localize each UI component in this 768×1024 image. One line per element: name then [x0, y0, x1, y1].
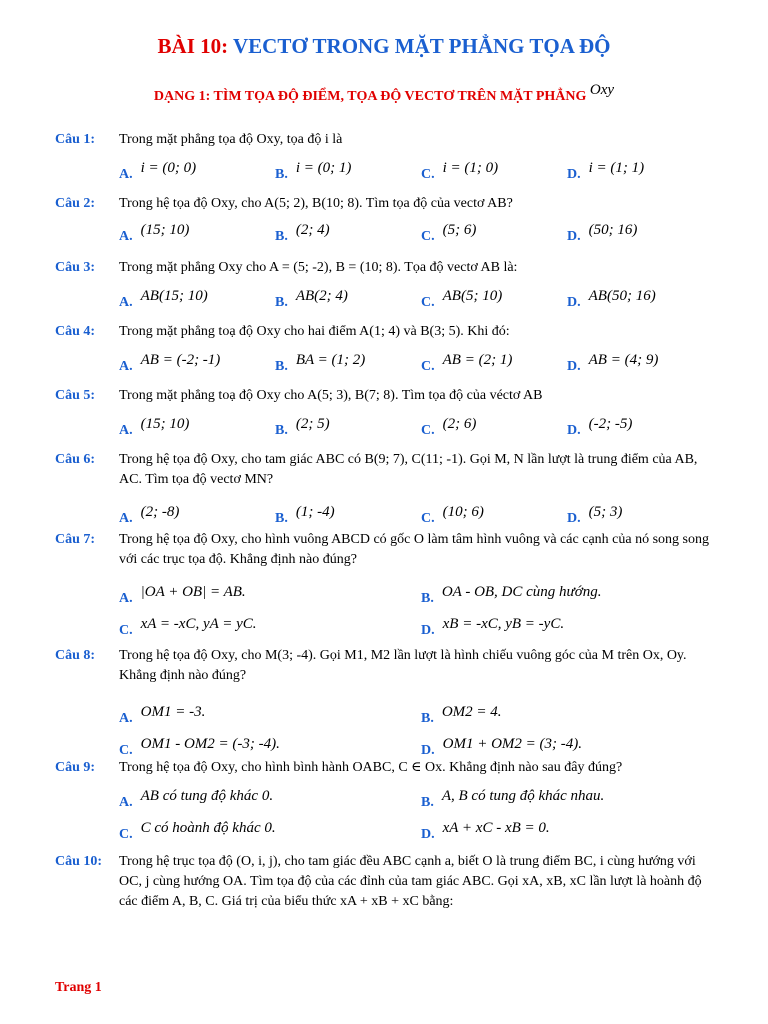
- option-letter: B.: [421, 711, 434, 726]
- page-title: BÀI 10: VECTƠ TRONG MẶT PHẲNG TỌA ĐỘ: [157, 34, 611, 58]
- question-label: Câu 7:: [55, 532, 96, 547]
- option-value: i = (1; 1): [588, 160, 645, 176]
- option-value: |OA + OB| = AB.: [140, 584, 246, 600]
- option-letter: C.: [421, 511, 435, 526]
- option-letter: A.: [119, 167, 133, 182]
- answer-option[interactable]: [119, 704, 206, 729]
- option-letter: B.: [275, 423, 288, 438]
- answer-option[interactable]: [119, 222, 190, 247]
- question-text: Trong mặt phẳng Oxy cho A = (5; -2), B = (10; 8). Tọa độ vectơ AB là:: [119, 260, 518, 275]
- answer-option[interactable]: [119, 504, 180, 529]
- option-value: (15; 10): [140, 222, 190, 238]
- question-label: Câu 3:: [55, 260, 96, 275]
- answer-option[interactable]: [567, 160, 645, 185]
- answer-option[interactable]: [119, 584, 246, 609]
- option-letter: C.: [119, 827, 133, 842]
- option-value: OM1 - OM2 = (-3; -4).: [140, 736, 280, 752]
- option-value: AB(15; 10): [140, 288, 208, 304]
- option-letter: D.: [567, 359, 581, 374]
- answer-option[interactable]: [421, 222, 477, 247]
- answer-option[interactable]: [275, 160, 352, 185]
- question-label: Câu 4:: [55, 324, 96, 339]
- question-text: Trong hệ tọa độ Oxy, cho hình vuông ABCD có gốc O làm tâm hình vuông và các cạnh của nó song song với các trục tọa độ. Khẳng định nào đúng?: [119, 532, 709, 567]
- question-text: Trong hệ tọa độ Oxy, cho tam giác ABC có B(9; 7), C(11; -1). Gọi M, N lần lượt là trung điểm của AB, AC. Tìm tọa độ vectơ MN?: [119, 452, 698, 487]
- option-letter: D.: [567, 295, 581, 310]
- option-value: (50; 16): [588, 222, 638, 238]
- option-value: (5; 6): [442, 222, 477, 238]
- option-value: OM1 + OM2 = (3; -4).: [442, 736, 583, 752]
- option-value: BA = (1; 2): [295, 352, 366, 368]
- answer-option[interactable]: [421, 160, 499, 185]
- option-value: (2; -8): [140, 504, 180, 520]
- answer-option[interactable]: [421, 616, 565, 641]
- option-value: AB có tung độ khác 0.: [140, 788, 274, 804]
- option-letter: D.: [567, 423, 581, 438]
- question-text: Trong hệ tọa độ Oxy, cho A(5; 2), B(10; 8). Tìm tọa độ của vectơ AB?: [119, 196, 513, 211]
- answer-option[interactable]: [421, 820, 550, 845]
- option-value: A, B có tung độ khác nhau.: [441, 788, 605, 804]
- option-letter: B.: [421, 591, 434, 606]
- answer-option[interactable]: [421, 788, 605, 813]
- option-letter: D.: [421, 827, 435, 842]
- option-letter: B.: [421, 795, 434, 810]
- answer-option[interactable]: [119, 288, 208, 313]
- question-label: Câu 9:: [55, 760, 96, 775]
- answer-option[interactable]: [275, 504, 335, 529]
- page-number: Trang 1: [55, 980, 102, 995]
- answer-option[interactable]: [421, 584, 602, 609]
- answer-option[interactable]: [119, 352, 221, 377]
- option-letter: D.: [421, 743, 435, 758]
- answer-option[interactable]: [119, 616, 257, 641]
- option-letter: A.: [119, 795, 133, 810]
- option-value: (10; 6): [442, 504, 484, 520]
- question-text: Trong hệ tọa độ Oxy, cho M(3; -4). Gọi M1, M2 lần lượt là hình chiếu vuông góc của M trên Ox, Oy. Khẳng định nào đúng?: [119, 648, 687, 683]
- question-text: Trong mặt phẳng tọa độ Oxy, tọa độ i là: [119, 132, 343, 147]
- option-letter: C.: [421, 359, 435, 374]
- option-value: (-2; -5): [588, 416, 633, 432]
- option-value: C có hoành độ khác 0.: [140, 820, 276, 836]
- answer-option[interactable]: [421, 704, 502, 729]
- option-letter: C.: [119, 623, 133, 638]
- option-value: i = (0; 0): [140, 160, 197, 176]
- answer-option[interactable]: [567, 416, 633, 441]
- answer-option[interactable]: [275, 416, 330, 441]
- option-letter: A.: [119, 229, 133, 244]
- option-letter: A.: [119, 295, 133, 310]
- option-letter: B.: [275, 359, 288, 374]
- option-value: AB = (-2; -1): [140, 352, 221, 368]
- option-value: (15; 10): [140, 416, 190, 432]
- answer-option[interactable]: [567, 504, 623, 529]
- option-value: OM2 = 4.: [441, 704, 502, 720]
- option-letter: A.: [119, 359, 133, 374]
- answer-option[interactable]: [275, 352, 366, 377]
- option-value: (2; 5): [295, 416, 330, 432]
- option-letter: A.: [119, 711, 133, 726]
- option-value: AB = (4; 9): [588, 352, 659, 368]
- option-letter: D.: [567, 511, 581, 526]
- option-letter: B.: [275, 511, 288, 526]
- section-subtitle: DẠNG 1: TÌM TỌA ĐỘ ĐIỂM, TỌA ĐỘ VECTƠ TRÊN MẶT PHẲNG Oxy: [153, 82, 615, 104]
- answer-option[interactable]: [119, 820, 276, 845]
- option-letter: D.: [421, 623, 435, 638]
- option-value: (2; 6): [442, 416, 477, 432]
- option-value: i = (1; 0): [442, 160, 499, 176]
- option-value: (1; -4): [295, 504, 335, 520]
- question-text: Trong hệ trục tọa độ (O, i, j), cho tam giác đều ABC cạnh a, biết O là trung điểm BC, i cùng hướng với OC, j cùng hướng OA. Tìm tọa độ của các đỉnh của tam giác ABC. Gọi xA, xB, xC lần lượt là hoành độ các điểm A, B, C. Giá trị của biểu thức xA + xB + xC bằng:: [119, 854, 702, 909]
- answer-option[interactable]: [421, 352, 513, 377]
- question-text: Trong hệ tọa độ Oxy, cho hình bình hành OABC, C ∈ Ox. Khẳng định nào sau đây đúng?: [119, 760, 623, 775]
- answer-option[interactable]: [421, 288, 503, 313]
- answer-option[interactable]: [567, 352, 659, 377]
- option-letter: A.: [119, 511, 133, 526]
- answer-option[interactable]: [421, 416, 477, 441]
- answer-option[interactable]: [567, 288, 656, 313]
- option-value: OM1 = -3.: [140, 704, 206, 720]
- answer-option[interactable]: [119, 788, 274, 813]
- option-letter: A.: [119, 423, 133, 438]
- option-letter: C.: [421, 423, 435, 438]
- option-value: OA - OB, DC cùng hướng.: [441, 584, 602, 600]
- question-label: Câu 6:: [55, 452, 96, 467]
- question-label: Câu 2:: [55, 196, 96, 211]
- question-label: Câu 1:: [55, 132, 96, 147]
- option-value: i = (0; 1): [295, 160, 352, 176]
- option-letter: D.: [567, 167, 581, 182]
- option-letter: A.: [119, 591, 133, 606]
- option-value: xB = -xC, yB = -yC.: [442, 616, 565, 632]
- answer-option[interactable]: [119, 416, 190, 441]
- option-letter: C.: [421, 229, 435, 244]
- option-value: AB(5; 10): [442, 288, 503, 304]
- question-label: Câu 8:: [55, 648, 96, 663]
- option-value: AB(2; 4): [295, 288, 348, 304]
- answer-option[interactable]: [119, 160, 197, 185]
- option-letter: C.: [421, 167, 435, 182]
- question-text: Trong mặt phẳng toạ độ Oxy cho hai điểm A(1; 4) và B(3; 5). Khi đó:: [119, 324, 510, 339]
- option-letter: B.: [275, 295, 288, 310]
- answer-option[interactable]: [567, 222, 638, 247]
- answer-option[interactable]: [275, 288, 348, 313]
- question-text: Trong mặt phẳng toạ độ Oxy cho A(5; 3), B(7; 8). Tìm tọa độ của véctơ AB: [119, 388, 543, 403]
- option-letter: B.: [275, 167, 288, 182]
- option-value: (2; 4): [295, 222, 330, 238]
- option-value: (5; 3): [588, 504, 623, 520]
- option-value: AB(50; 16): [588, 288, 656, 304]
- option-letter: C.: [119, 743, 133, 758]
- option-value: xA + xC - xB = 0.: [442, 820, 550, 836]
- option-letter: D.: [567, 229, 581, 244]
- answer-option[interactable]: [275, 222, 330, 247]
- question-label: Câu 10:: [55, 854, 103, 869]
- question-label: Câu 5:: [55, 388, 96, 403]
- answer-option[interactable]: [421, 504, 484, 529]
- option-letter: C.: [421, 295, 435, 310]
- option-value: xA = -xC, yA = yC.: [140, 616, 257, 632]
- option-letter: B.: [275, 229, 288, 244]
- option-value: AB = (2; 1): [442, 352, 513, 368]
